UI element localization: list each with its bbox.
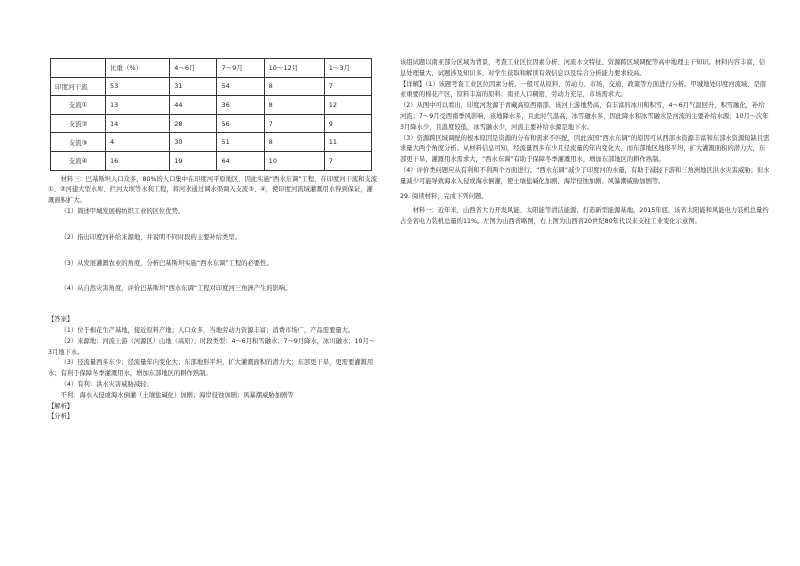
answer-1: （1）位于棉花生产基地，接近原料产地；人口众多，当地劳动力资源丰富；消费市场广，产品需要量大。 bbox=[60, 326, 355, 334]
question-29: 29. 阅读材料，完成下列问题。 bbox=[400, 192, 488, 200]
table-header-cell bbox=[51, 59, 106, 78]
table-cell: 44 bbox=[170, 96, 217, 115]
table-row bbox=[51, 151, 372, 170]
table-cell: 8 bbox=[264, 133, 324, 152]
table-cell: 支流③ bbox=[51, 133, 106, 152]
right-column bbox=[400, 58, 770, 228]
table-header-cell: 1～3月 bbox=[324, 59, 371, 78]
table-header-cell: 10～12月 bbox=[264, 59, 324, 78]
table-cell: 12 bbox=[324, 96, 371, 115]
table-cell: 19 bbox=[170, 151, 217, 170]
table-row bbox=[51, 133, 372, 152]
table-header-cell: 4～6月 bbox=[170, 59, 217, 78]
table-row bbox=[51, 114, 372, 133]
detail-paragraph-2: （2）从图中可以看出，印度河发源于青藏高原西南部，该河上游地势高，有丰富的冰川和积雪，4～6月气温回升，积雪融化，补给河流；7～9月受西南季风影响，该地降水多，且此时气温高，冰雪融水多，因此降水和冰雪融水是河流的主要补给水源；10月～次年3月降水少，且温度较低，冰雪融水少，河流主要补给水源是地下水。 bbox=[400, 102, 769, 131]
table-cell: 51 bbox=[217, 133, 264, 152]
table-cell: 8 bbox=[264, 96, 324, 115]
table-cell: 7 bbox=[324, 151, 371, 170]
table-row bbox=[51, 77, 372, 96]
table-cell: 56 bbox=[217, 114, 264, 133]
detail-paragraph-3: （3）资源跨区域调配的根本原因是资源的分布和需求不匹配，因此该国“西水东调”的原因可从西部水资源丰富和东部水资源短缺且需求量大两个角度分析。从材料信息可知，经流量西多东少且径流量的年内变化大，而东部地区地形平坦，扩大灌溉面积的潜力大，东部更干旱，灌溉用水需求大，“西水东调”有助于保障冬季灌溉用水，增加东部地区的耕作熟制。 bbox=[400, 134, 770, 164]
table-cell: 9 bbox=[324, 114, 371, 133]
question-1: （1）简述甲城发展棉纺织工业的区位优势。 bbox=[60, 207, 185, 215]
table-cell: 14 bbox=[106, 114, 170, 133]
table-header-row bbox=[51, 59, 372, 78]
material-three: 材料三：巴基斯坦人口众多，80%的人口集中在印度河平原地区，因此实施“西水东调”工程，在印度河干流和支流①、②河建大型水库、拦河大坝等水利工程，将河水通过调水渠调入支流③、④，使印度河流域灌溉用水得到保证，灌溉面积扩大。 bbox=[48, 175, 378, 205]
detail-paragraph-4: （4）评价类问题应从有利和不利两个方面进行。“西水东调”减少了印度河的水量，有助于减轻下游和三角洲地区洪水灾害威胁；但水量减少可能导致海水入侵或海水倒灌，使土壤盐碱化加剧、海岸侵蚀加剧、风暴潮威胁加剧等。 bbox=[400, 166, 770, 185]
table-cell: 11 bbox=[324, 133, 371, 152]
table-header-cell: 比重（%） bbox=[106, 59, 170, 78]
table-cell: 4 bbox=[106, 133, 170, 152]
table-row bbox=[51, 96, 372, 115]
intro-paragraph: 该组试题以南亚部分区域为背景，考查工业区位因素分析、河流水文特征、资源跨区域调配等高中地理主干知识。材料内容丰富，信息处理量大，试题涉及知识多，对学生获取和解读有效信息以及综合分析能力要求较高。 bbox=[400, 59, 766, 77]
table-cell: 7 bbox=[324, 77, 371, 96]
table-cell: 8 bbox=[264, 77, 324, 96]
answer-4a: （4）有利：洪水灾害威胁减轻； bbox=[60, 380, 153, 388]
question-2: （2）指出印度河补给来源地，并说明不同时段的主要补给类型。 bbox=[60, 233, 241, 241]
material-one: 材料一：近年来，山西省大力开发风能、太阳能等清洁能源，打造新型能源基地。2015年底，该省太阳能和风能电力装机总量约占全省电力装机总量的11%。左图为山西省略图，右上图为山西省20世纪80年代以来支柱工业变化示意图。 bbox=[400, 207, 769, 226]
table-cell: 36 bbox=[217, 96, 264, 115]
table-cell: 支流① bbox=[51, 96, 106, 115]
analysis-label: 【解析】 bbox=[48, 402, 74, 410]
answer-label: 【答案】 bbox=[48, 316, 74, 324]
table-cell: 支流② bbox=[51, 114, 106, 133]
table-cell: 印度河干流 bbox=[51, 77, 106, 96]
detail-label: 【分析】 bbox=[48, 413, 74, 421]
table-cell: 13 bbox=[106, 96, 170, 115]
table-cell: 16 bbox=[106, 151, 170, 170]
table-cell: 28 bbox=[170, 114, 217, 133]
question-3: （3）从发展灌溉农业的角度，分析巴基斯坦实施“西水东调”工程的必要性。 bbox=[60, 259, 273, 267]
table-cell: 30 bbox=[170, 133, 217, 152]
table-header-cell: 7～9月 bbox=[217, 59, 264, 78]
table-cell: 10 bbox=[264, 151, 324, 170]
table-cell: 54 bbox=[217, 77, 264, 96]
question-4: （4）从自然灾害角度，评价巴基斯坦“西水东调”工程对印度河三角洲产生的影响。 bbox=[60, 285, 292, 293]
table-cell: 64 bbox=[217, 151, 264, 170]
table-cell: 53 bbox=[106, 77, 170, 96]
answer-4b: 不利：海水入侵或海水倒灌（土壤盐碱化）加剧；海岸侵蚀加剧；风暴潮威胁加剧等 bbox=[60, 391, 294, 399]
answer-3: （3）径流量西多东少；径流量年内变化大；东部地形平坦，扩大灌溉面积的潜力大；东部更干旱，更需要灌溉用水；有利于保障冬季灌溉用水，增加东部地区的耕作熟制。 bbox=[48, 359, 374, 378]
answer-2: （2）来源地：河流上游（河源区）山地（高原）；时段类型：4～6月积雪融水；7～9月降水，冰川融水；10月～3月地下水。 bbox=[48, 337, 376, 356]
detail-paragraph-1: 【详解】（1）该题考查工业区位因素分析。一般可从原料、劳动力、市场、交通、政策等方面进行分析。甲城地处印度河流域，是南亚重要的棉花产区，原料丰富的原料；南亚人口稠密，劳动力充足，市场需求大。 bbox=[400, 80, 767, 99]
table-cell: 支流④ bbox=[51, 151, 106, 170]
left-column bbox=[48, 58, 378, 423]
table-cell: 31 bbox=[170, 77, 217, 96]
runoff-table bbox=[50, 58, 372, 171]
table-cell: 7 bbox=[264, 114, 324, 133]
